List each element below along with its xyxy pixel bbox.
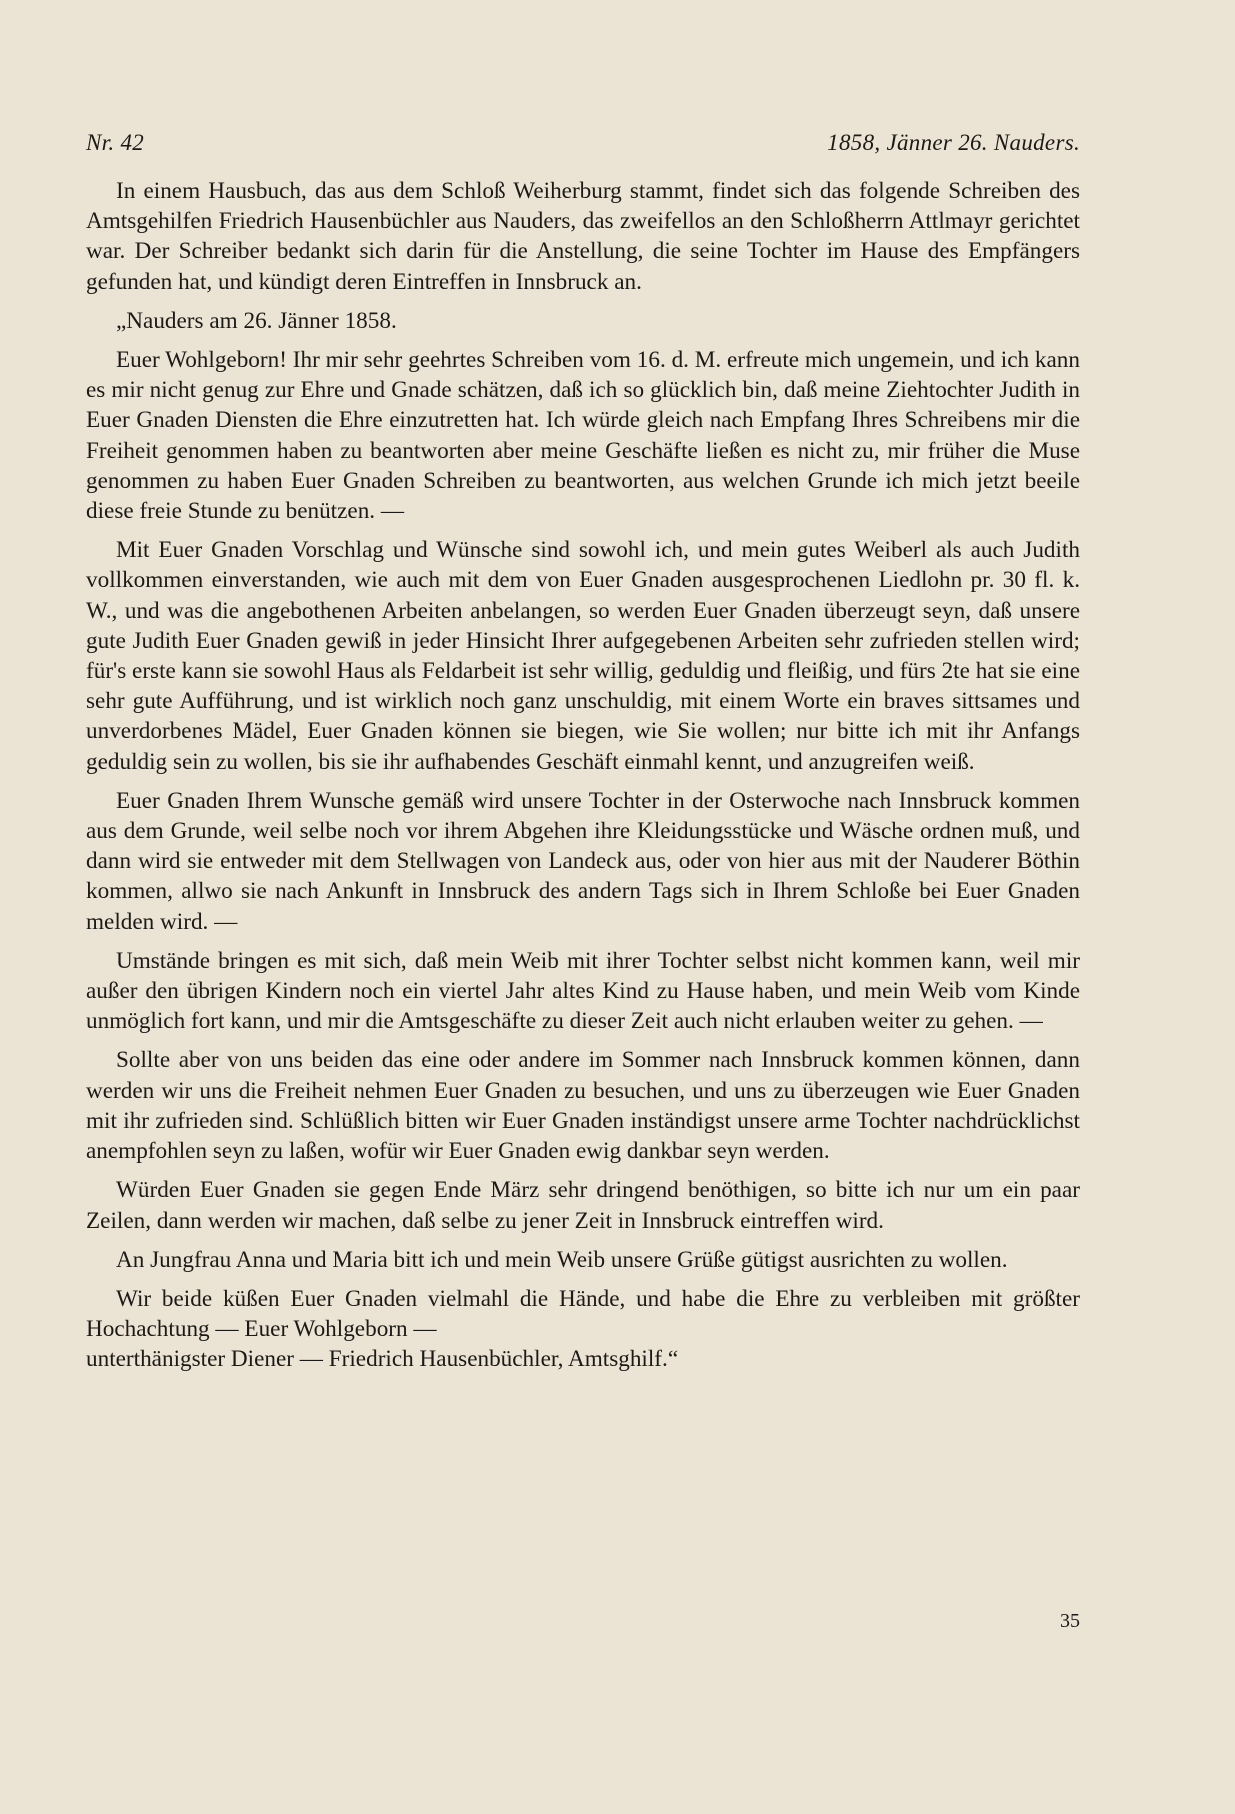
page-header — [86, 130, 1080, 164]
letter-paragraph: Sollte aber von uns beiden das eine oder andere im Sommer nach Innsbruck kommen können, dann werden wir uns die Freiheit nehmen Euer Gnaden zu besuchen, und uns zu überzeugen wie Euer Gnaden mit ihr zufrieden sind. Schlüßlich bitten wir Euer Gnaden inständigst unsere arme Tochter nachdrücklichst anempfohlen seyn zu laßen, wofür wir Euer Gnaden ewig dankbar seyn werden. — [86, 1047, 1080, 1165]
document-date-place: 1858, Jänner 26. Nauders. — [827, 130, 1080, 155]
letter-paragraph: An Jungfrau Anna und Maria bitt ich und mein Weib unsere Grüße gütigst ausrichten zu wollen. — [116, 1246, 1008, 1273]
page-number: 35 — [1060, 1610, 1080, 1632]
letter-paragraph: Mit Euer Gnaden Vorschlag und Wünsche sind sowohl ich, und mein gutes Weiberl als auch Judith vollkommen einverstanden, wie auch mit dem von Euer Gnaden ausgesprochenen Liedlohn pr. 30 fl. k. W., und was die angebothenen Arbeiten anbelangen, so werden Euer Gnaden überzeugt seyn, daß unsere gute Judith Euer Gnaden gewiß in jeder Hinsicht Ihrer aufgegebenen Arbeiten sehr zufrieden stellen wird; für's erste kann sie sowohl Haus als Feldarbeit ist sehr willig, geduldig und fleißig, und fürs 2te hat sie eine sehr gute Aufführung, und ist wirklich noch ganz unschuldig, mit einem Worte ein braves sittsames und unverdorbenes Mädel, Euer Gnaden können sie biegen, wie Sie wollen; nur bitte ich mit ihr Anfangs geduldig sein zu wollen, bis sie ihr aufhabendes Geschäft einmahl kennt, und anzugreifen weiß. — [86, 537, 1080, 775]
document-number: Nr. 42 — [86, 130, 145, 155]
letter-paragraph: Umstände bringen es mit sich, daß mein Weib mit ihrer Tochter selbst nicht kommen kann, weil mir außer den übrigen Kindern noch ein viertel Jahr altes Kind zu Hause haben, und mein Weib vom Kinde unmöglich fort kann, und mir die Amtsgeschäfte zu dieser Zeit auch nicht erlauben weiter zu gehen. — — [86, 947, 1080, 1035]
letter-paragraph: Euer Gnaden Ihrem Wunsche gemäß wird unsere Tochter in der Osterwoche nach Innsbruck kommen aus dem Grunde, weil selbe noch vor ihrem Abgehen ihre Kleidungsstücke und Wäsche ordnen muß, und dann wird sie entweder mit dem Stellwagen von Landeck aus, oder von hier aus mit der Nauderer Böthin kommen, allwo sie nach Ankunft in Innsbruck des andern Tags sich in Ihrem Schloße bei Euer Gnaden melden wird. — — [86, 787, 1080, 935]
letter-dateline: „Nauders am 26. Jänner 1858. — [116, 307, 397, 334]
letter-paragraph: Euer Wohlgeborn! Ihr mir sehr geehrtes Schreiben vom 16. d. M. erfreute mich ungemein, und ich kann es mir nicht genug zur Ehre und Gnade schätzen, daß ich so glücklich bin, daß meine Ziehtochter Judith in Euer Gnaden Diensten die Ehre einzutretten hat. Ich würde gleich nach Empfang Ihres Schreibens mir die Freiheit genommen haben zu beantworten aber meine Geschäfte ließen es nicht zu, mir früher die Muse genommen zu haben Euer Gnaden Schreiben zu beantworten, aus welchen Grunde ich mich jetzt beeile diese freie Stunde zu benützen. — — [86, 347, 1080, 525]
letter-paragraph: Würden Euer Gnaden sie gegen Ende März sehr dringend benöthigen, so bitte ich nur um ein paar Zeilen, dann werden wir machen, daß selbe zu jener Zeit in Innsbruck eintreffen wird. — [86, 1177, 1080, 1234]
letter-paragraph: Wir beide küßen Euer Gnaden vielmahl die Hände, und habe die Ehre zu verbleiben mit größter Hochachtung — Euer Wohlgeborn — — [86, 1285, 1080, 1343]
document-body — [86, 176, 1080, 1384]
intro-paragraph: In einem Hausbuch, das aus dem Schloß Weiherburg stammt, findet sich das folgende Schreiben des Amtsgehilfen Friedrich Hausenbüchler aus Nauders, das zweifellos an den Schloßherrn Attlmayr gerichtet war. Der Schreiber bedankt sich darin für die Anstellung, die seine Tochter im Hause des Empfängers gefunden hat, und kündigt deren Eintreffen in Innsbruck an. — [86, 178, 1080, 295]
letter-signature: unterthänigster Diener — Friedrich Hausenbüchler, Amtsghilf.“ — [86, 1346, 679, 1373]
